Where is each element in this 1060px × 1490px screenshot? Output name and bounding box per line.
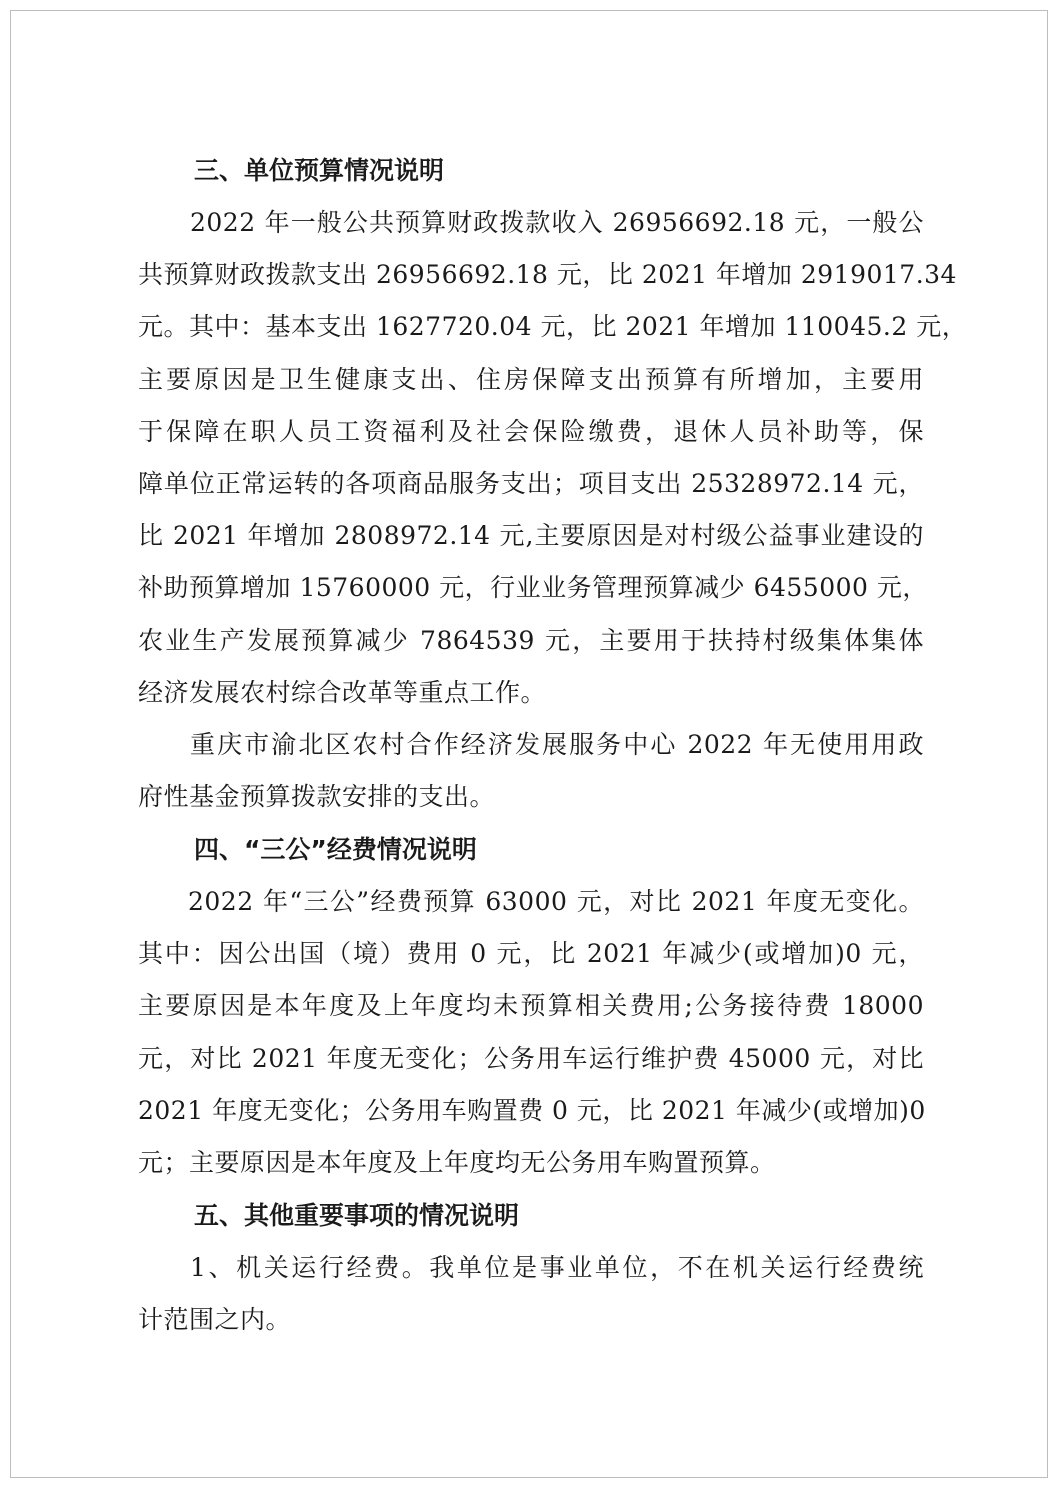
section-heading-budget: 三、单位预算情况说明 [194, 156, 445, 185]
text-line: 农业生产发展预算减少 7864539 元，主要用于扶持村级集体集体 [138, 625, 924, 655]
paragraph-budget-income [138, 197, 968, 719]
text-line: 重庆市渝北区农村合作经济发展服务中心 2022 年无使用用政 [190, 730, 924, 759]
section-heading-other-matters: 五、其他重要事项的情况说明 [194, 1201, 520, 1230]
text-line: 元；主要原因是本年度及上年度均无公务用车购置预算。 [138, 1147, 776, 1177]
text-line: 2022 年一般公共预算财政拨款收入 26956692.18 元，一般公 [190, 208, 924, 237]
text-line: 府性基金预算拨款安排的支出。 [138, 782, 496, 812]
text-line: 共预算财政拨款支出 26956692.18 元，比 2021 年增加 2919017.34 [138, 260, 957, 290]
text-line: 主要原因是卫生健康支出、住房保障支出预算有所增加，主要用 [138, 364, 924, 394]
text-line: 于保障在职人员工资福利及社会保险缴费，退休人员补助等，保 [138, 416, 924, 446]
section-heading-three-public: 四、“三公”经费情况说明 [194, 835, 477, 864]
text-line: 2021 年度无变化；公务用车购置费 0 元，比 2021 年减少(或增加)0 [138, 1095, 926, 1125]
text-line: 2022 年“三公”经费预算 63000 元，对比 2021 年度无变化。 [188, 887, 924, 916]
text-line: 元，对比 2021 年度无变化；公务用车运行维护费 45000 元，对比 [138, 1043, 924, 1073]
text-line: 1、机关运行经费。我单位是事业单位，不在机关运行经费统 [190, 1253, 924, 1282]
text-line: 经济发展农村综合改革等重点工作。 [138, 677, 547, 707]
paragraph-three-public-expenses [138, 876, 924, 1189]
paragraph-operating-expenses [138, 1242, 924, 1346]
text-line: 元。其中：基本支出 1627720.04 元，比 2021 年增加 110045.2 元， [138, 312, 968, 342]
text-line: 主要原因是本年度及上年度均未预算相关费用;公务接待费 18000 [138, 991, 924, 1021]
paragraph-government-fund [138, 719, 924, 823]
text-line: 计范围之内。 [138, 1305, 292, 1335]
text-line: 补助预算增加 15760000 元，行业业务管理预算减少 6455000 元， [138, 573, 928, 603]
text-line: 障单位正常运转的各项商品服务支出；项目支出 25328972.14 元， [138, 468, 924, 498]
text-line: 比 2021 年增加 2808972.14 元,主要原因是对村级公益事业建设的 [138, 521, 924, 551]
text-line: 其中：因公出国（境）费用 0 元，比 2021 年减少(或增加)0 元， [138, 939, 924, 969]
